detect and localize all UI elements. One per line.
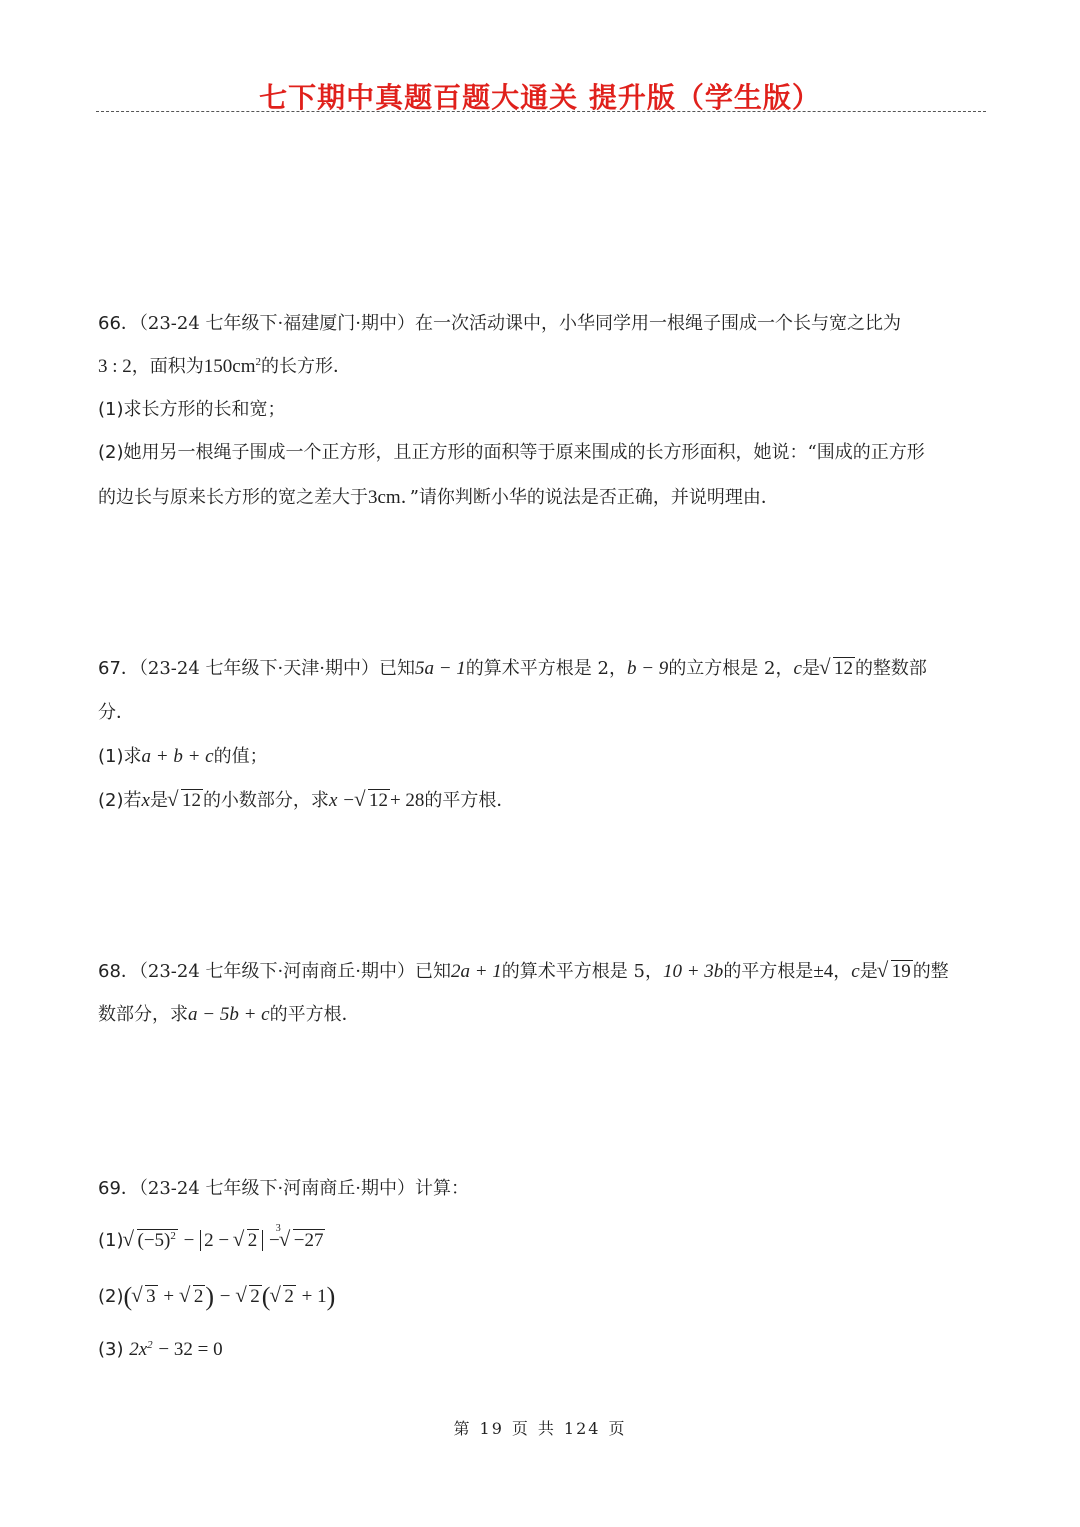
q67-p2-text3: 的小数部分，求 — [202, 790, 329, 811]
q67-line2 — [98, 699, 134, 727]
q68-text3: 的平方根是 — [723, 961, 814, 982]
q69-part3 — [98, 1336, 223, 1364]
q69-line1 — [98, 1175, 469, 1203]
q67-sqrt — [820, 655, 855, 683]
q69-p2-label: (2) — [98, 1286, 124, 1307]
q66-source: （23-24 七年级下·福建厦门·期中） — [138, 313, 415, 334]
q69-p2-plus: + — [163, 1286, 175, 1307]
q67-expr1: 5a − 1 — [414, 658, 466, 679]
q69-number: 69． — [98, 1178, 139, 1199]
q67-text4: 是 — [801, 658, 820, 679]
q66-p1-text: 求长方形的长和宽； — [123, 399, 286, 420]
q67-p2-sqrt2-arg: 12 — [368, 790, 388, 811]
q68-text5: 是 — [859, 961, 878, 982]
q69-p2-sqrt4-arg: 2 — [284, 1286, 294, 1307]
q67-p1-text2: 的值； — [213, 746, 268, 767]
q68-number: 68． — [98, 961, 139, 982]
document-title: 七下期中真题百题大通关 提升版（学生版） — [259, 81, 821, 114]
q68-text6: 的整 — [912, 961, 949, 982]
q66-number: 66． — [98, 313, 139, 334]
q68-expr1: 2a + 1 — [450, 961, 502, 982]
q69-p3-label: (3) — [98, 1339, 124, 1360]
q69-p1-minus: − — [183, 1230, 195, 1251]
q67-text2: 的算术平方根是 2， — [465, 658, 627, 679]
q68-text4: ， — [833, 961, 852, 982]
q67-p2-sqrt — [168, 787, 203, 815]
q69-p2-sqrt4 — [270, 1283, 296, 1311]
q67-p2-sqrt-arg: 12 — [181, 790, 201, 811]
header-divider — [96, 111, 986, 112]
q66-area — [204, 356, 261, 377]
q67-source: （23-24 七年级下·天津·期中） — [138, 658, 379, 679]
q69-p1-cbrt-arg: −27 — [293, 1230, 324, 1251]
q66-p2-value: 3cm — [368, 487, 401, 508]
q66-part2-line2 — [98, 484, 779, 512]
q66-text: ，面积为 — [131, 356, 204, 377]
q68-line1 — [98, 958, 949, 986]
q67-text6: 分． — [98, 702, 134, 723]
q67-p2-sqrt2 — [355, 787, 390, 815]
q69-text1: 计算： — [414, 1178, 469, 1199]
q69-source: （23-24 七年级下·河南商丘·期中） — [138, 1178, 415, 1199]
q66-p2-text2a: 的边长与原来长方形的宽之差大于 — [98, 487, 368, 508]
q69-part1 — [98, 1223, 325, 1255]
q69-p1-sqrt — [124, 1227, 178, 1255]
q69-p1-sqrt-arg — [137, 1229, 178, 1251]
q69-p2-sqrt3-arg: 2 — [250, 1286, 260, 1307]
q67-part1 — [98, 743, 268, 771]
q69-p2-sqrt2-arg: 2 — [193, 1286, 204, 1307]
q66-p1-label: (1) — [98, 399, 124, 420]
q69-p3-expr — [129, 1339, 152, 1360]
q68-text7: 数部分，求 — [98, 1004, 188, 1025]
q69-p2-sqrt2 — [180, 1283, 206, 1311]
q68-text8: 的平方根． — [269, 1004, 360, 1025]
footer-total-word: 共 — [537, 1419, 556, 1438]
q67-p1-text1: 求 — [123, 746, 142, 767]
q67-p2-expr1: x − — [328, 790, 355, 811]
q67-sqrt-arg: 12 — [833, 658, 853, 679]
q66-area-exp: 2 — [255, 356, 261, 368]
q69-p1-abs-sqrt — [234, 1227, 260, 1255]
footer-ye: 页 — [511, 1419, 530, 1438]
q66-p2-label: (2) — [98, 442, 124, 463]
q69-p1-cbrt: √ 3 −27 — [280, 1227, 326, 1255]
q66-part2 — [98, 439, 925, 467]
q67-part2 — [98, 787, 514, 815]
q67-p2-text2: 是 — [149, 790, 168, 811]
q69-p2-lparen2: ( — [261, 1282, 271, 1311]
q67-p1-expr: a + b + c — [141, 746, 214, 767]
q69-p1-inner: (−5) — [137, 1230, 171, 1251]
q67-text1: 已知 — [378, 658, 415, 679]
q68-text2: 的算术平方根是 5， — [501, 961, 663, 982]
q69-p1-abs-a: 2 − — [204, 1230, 230, 1251]
q66-stem: 在一次活动课中，小华同学用一根绳子围成一个长与宽之比为 — [414, 313, 901, 334]
footer-ye2: 页 — [608, 1419, 627, 1438]
q69-part2 — [98, 1283, 335, 1311]
q69-p2-sqrt1-arg: 3 — [146, 1286, 156, 1307]
footer-page-number: 19 — [479, 1419, 504, 1438]
q67-expr3: c — [793, 658, 802, 679]
q68-line2 — [98, 1001, 360, 1029]
q68-source: （23-24 七年级下·河南商丘·期中） — [138, 961, 415, 982]
q69-p2-sqrt1 — [132, 1283, 158, 1311]
q66-p2-text2b: ．”请你判断小华的说法是否正确，并说明理由． — [400, 487, 779, 508]
q69-p1-exp: 2 — [170, 1230, 176, 1242]
q69-p3-a: 2x — [129, 1339, 148, 1360]
q66-p2-text: 她用另一根绳子围成一个正方形，且正方形的面积等于原来围成的长方形面积，她说：“围成的正方形 — [123, 442, 925, 463]
q67-expr2: b − 9 — [626, 658, 669, 679]
q69-p2-plus1: + 1 — [301, 1286, 327, 1307]
q67-text5: 的整数部 — [854, 658, 927, 679]
q67-p2-expr2: + 28 — [389, 790, 425, 811]
q67-p2-label: (2) — [98, 790, 124, 811]
q66-part1 — [98, 396, 286, 424]
q69-p2-sqrt3 — [236, 1283, 262, 1311]
q69-p2-rparen: ) — [205, 1282, 215, 1311]
q67-p2-x: x — [141, 790, 150, 811]
q69-p1-minus2: − — [269, 1230, 280, 1251]
q69-p1-label: (1) — [98, 1230, 124, 1251]
q69-p1-abs — [200, 1230, 263, 1251]
q68-expr5: a − 5b + c — [188, 1004, 270, 1025]
q69-p3-b: − 32 = 0 — [158, 1339, 223, 1360]
q67-p2-text4: 的平方根． — [424, 790, 515, 811]
q67-number: 67． — [98, 658, 139, 679]
q68-sqrt-arg: 19 — [891, 961, 911, 982]
q68-expr2: 10 + 3b — [662, 961, 724, 982]
q67-p1-label: (1) — [98, 746, 124, 767]
footer-total-number: 124 — [563, 1419, 601, 1438]
q66-ratio: 3 : 2 — [98, 356, 132, 377]
q68-sqrt — [878, 958, 913, 986]
q67-line1 — [98, 655, 927, 683]
page-footer — [0, 1416, 1080, 1439]
q69-p2-minus: − — [219, 1286, 231, 1307]
q69-p1-abs-sqrt-arg: 2 — [247, 1230, 258, 1251]
q66-area-value: 150cm — [203, 356, 256, 377]
q67-p2-text1: 若 — [123, 790, 142, 811]
q66-line1 — [98, 310, 901, 338]
q68-expr4: c — [851, 961, 860, 982]
q67-text3: 的立方根是 2， — [668, 658, 794, 679]
footer-page-word: 第 — [453, 1419, 472, 1438]
q66-line2 — [98, 353, 351, 381]
q66-text2: 的长方形． — [261, 356, 351, 377]
q68-text1: 已知 — [414, 961, 451, 982]
q68-expr3: ±4 — [813, 961, 834, 982]
q69-p2-rparen2: ) — [326, 1282, 336, 1311]
q69-p3-exp: 2 — [147, 1339, 153, 1351]
q69-p2-lparen: ( — [123, 1282, 133, 1311]
